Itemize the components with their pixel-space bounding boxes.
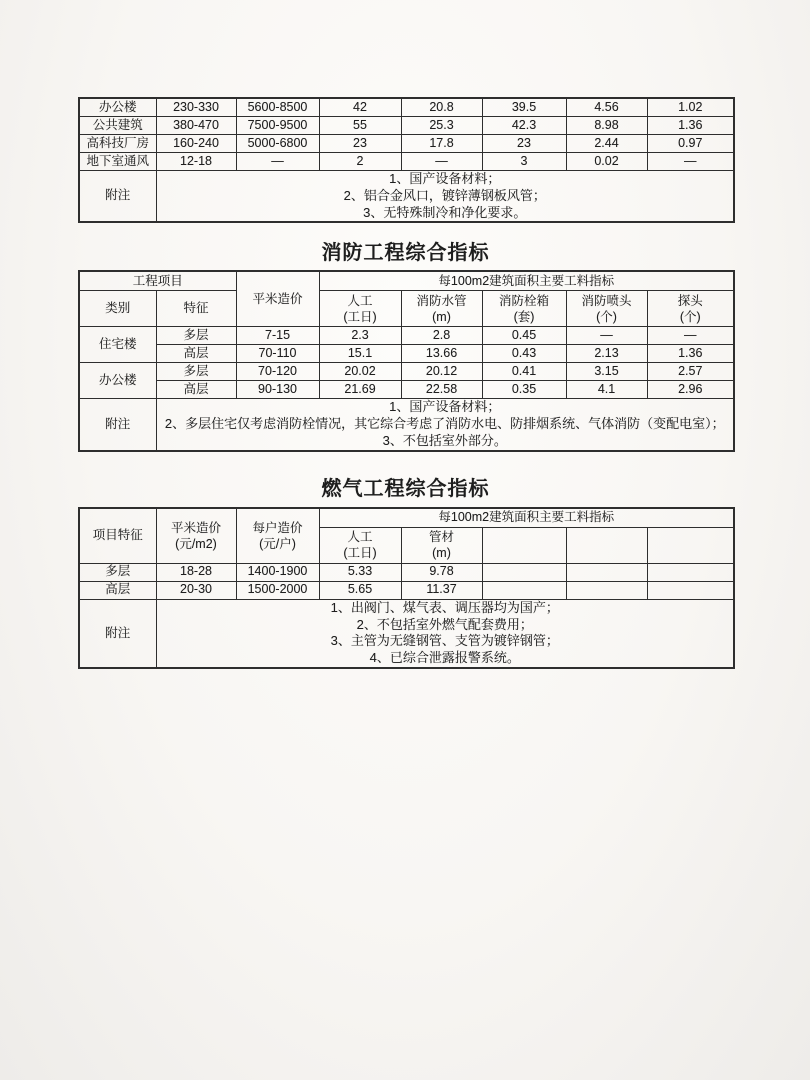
header-span: 每100m2建筑面积主要工料指标 xyxy=(319,508,734,528)
table-cell: 5.65 xyxy=(319,581,401,599)
note-line: 3、主管为无缝钢管、支管为镀锌钢管； xyxy=(330,633,559,649)
table-cell: 23 xyxy=(319,135,401,153)
table-cell: 11.37 xyxy=(401,581,482,599)
table-cell: 4.1 xyxy=(566,381,647,399)
table-cell: 2.8 xyxy=(401,327,482,345)
header-detector xyxy=(647,291,734,327)
table-row xyxy=(79,135,734,153)
table-cell: 15.1 xyxy=(319,345,401,363)
header-empty xyxy=(482,527,566,563)
table-cell: 25.3 xyxy=(401,117,482,135)
table-cell: 4.56 xyxy=(566,98,647,117)
document-page xyxy=(78,0,733,669)
header-unit: (元/m2) xyxy=(175,536,217,551)
table-cell: 18-28 xyxy=(156,563,236,581)
header-pipe xyxy=(401,527,482,563)
table-row xyxy=(79,563,734,581)
header-line: 消防水管 xyxy=(416,293,467,308)
table-cell: — xyxy=(647,327,734,345)
gas-cost-table xyxy=(78,507,735,669)
table-cell: 2.3 xyxy=(319,327,401,345)
header-category: 类别 xyxy=(79,291,156,327)
header-line: 平米造价 xyxy=(170,520,221,535)
feature-cell: 多层 xyxy=(156,327,236,345)
table-row xyxy=(79,381,734,399)
note-line: 2、多层住宅仅考虑消防栓情况，其它综合考虑了消防水电、防排烟系统、气体消防（变配电室）； xyxy=(164,416,725,432)
table-cell: 21.69 xyxy=(319,381,401,399)
table-cell: 5.33 xyxy=(319,563,401,581)
note-line: 3、不包括室外部分。 xyxy=(382,432,507,448)
header-unit: (元/户) xyxy=(259,536,296,551)
row-label: 办公楼 xyxy=(79,98,156,117)
header-sqm-cost xyxy=(156,508,236,564)
header-labor xyxy=(319,527,401,563)
table-row xyxy=(79,345,734,363)
header-row xyxy=(79,508,734,528)
table-cell: 9.78 xyxy=(401,563,482,581)
table-cell: 0.41 xyxy=(482,363,566,381)
category-cell: 办公楼 xyxy=(79,363,156,399)
note-line: 4、已综合泄露报警系统。 xyxy=(369,650,520,666)
notes-content xyxy=(156,171,734,223)
note-line: 1、出阀门、煤气表、调压器均为国产； xyxy=(330,599,559,615)
feature-cell: 高层 xyxy=(156,381,236,399)
fire-table-title: 消防工程综合指标 xyxy=(321,242,490,265)
header-span: 每100m2建筑面积主要工料指标 xyxy=(319,271,734,291)
table-cell: 2.13 xyxy=(566,345,647,363)
table-cell: 5000-6800 xyxy=(236,135,319,153)
notes-row xyxy=(79,399,734,451)
header-line: 消防栓箱 xyxy=(499,293,550,308)
header-line: 消防喷头 xyxy=(581,293,632,308)
header-project: 工程项目 xyxy=(79,271,236,291)
table-cell: 3 xyxy=(482,153,566,171)
table-cell: 230-330 xyxy=(156,98,236,117)
table-cell: 23 xyxy=(482,135,566,153)
notes-row xyxy=(79,171,734,223)
table-cell xyxy=(647,563,734,581)
notes-content xyxy=(156,599,734,668)
table-cell: 70-120 xyxy=(236,363,319,381)
header-unit: (m) xyxy=(432,309,451,324)
header-line: 管材 xyxy=(428,530,454,545)
header-household-cost xyxy=(236,508,319,564)
table-cell: 1.02 xyxy=(647,98,734,117)
hvac-cost-table xyxy=(78,97,735,223)
header-hydrant-box xyxy=(482,291,566,327)
table-row xyxy=(79,327,734,345)
feature-cell: 多层 xyxy=(156,363,236,381)
table-cell: 13.66 xyxy=(401,345,482,363)
table-cell: 20-30 xyxy=(156,581,236,599)
table-cell: 7500-9500 xyxy=(236,117,319,135)
header-sqm-cost: 平米造价 xyxy=(236,271,319,327)
table-cell: 5600-8500 xyxy=(236,98,319,117)
gas-table-title: 燃气工程综合指标 xyxy=(321,477,490,500)
table-cell: 160-240 xyxy=(156,135,236,153)
header-sprinkler xyxy=(566,291,647,327)
row-label: 公共建筑 xyxy=(79,117,156,135)
table-cell: 0.97 xyxy=(647,135,734,153)
table-cell: 3.15 xyxy=(566,363,647,381)
table-cell: 2.44 xyxy=(566,135,647,153)
notes-label: 附注 xyxy=(79,399,156,451)
table-cell: 39.5 xyxy=(482,98,566,117)
table-row xyxy=(79,363,734,381)
table-cell: 0.02 xyxy=(566,153,647,171)
note-line: 1、国产设备材料； xyxy=(389,399,501,415)
table-cell: 17.8 xyxy=(401,135,482,153)
header-labor xyxy=(319,291,401,327)
header-row xyxy=(79,271,734,291)
header-row xyxy=(79,291,734,327)
table-cell: 1.36 xyxy=(647,345,734,363)
table-cell: 1400-1900 xyxy=(236,563,319,581)
table-row xyxy=(79,117,734,135)
note-line: 1、国产设备材料； xyxy=(389,171,501,186)
header-unit: (工日) xyxy=(343,309,377,324)
table-row xyxy=(79,581,734,599)
header-feature: 项目特征 xyxy=(79,508,156,564)
table-cell: 8.98 xyxy=(566,117,647,135)
table-cell: 20.8 xyxy=(401,98,482,117)
table-cell: — xyxy=(401,153,482,171)
table-cell: 0.45 xyxy=(482,327,566,345)
table-cell: 2.57 xyxy=(647,363,734,381)
table-cell: 20.12 xyxy=(401,363,482,381)
table-cell: 22.58 xyxy=(401,381,482,399)
header-line: 人工 xyxy=(347,530,373,545)
note-line: 2、不包括室外燃气配套费用； xyxy=(356,616,533,632)
table-cell xyxy=(647,581,734,599)
table-cell: 70-110 xyxy=(236,345,319,363)
header-unit: (套) xyxy=(513,309,535,324)
table-cell: 1500-2000 xyxy=(236,581,319,599)
category-cell: 住宅楼 xyxy=(79,327,156,363)
table-cell: 42 xyxy=(319,98,401,117)
fire-cost-table xyxy=(78,270,735,451)
header-feature: 特征 xyxy=(156,291,236,327)
header-water-pipe xyxy=(401,291,482,327)
table-cell xyxy=(566,563,647,581)
table-cell: 20.02 xyxy=(319,363,401,381)
notes-row xyxy=(79,599,734,668)
header-unit: (个) xyxy=(596,309,617,324)
header-unit: (m) xyxy=(432,546,451,561)
table-cell: 2 xyxy=(319,153,401,171)
table-cell: 12-18 xyxy=(156,153,236,171)
feature-cell: 高层 xyxy=(156,345,236,363)
table-cell: 0.35 xyxy=(482,381,566,399)
table-row xyxy=(79,153,734,171)
table-cell xyxy=(482,581,566,599)
row-label: 地下室通风 xyxy=(79,153,156,171)
table-cell xyxy=(566,581,647,599)
feature-cell: 多层 xyxy=(79,563,156,581)
table-cell: 2.96 xyxy=(647,381,734,399)
header-unit: (工日) xyxy=(343,546,377,561)
table-cell: — xyxy=(647,153,734,171)
notes-label: 附注 xyxy=(79,171,156,223)
header-empty xyxy=(647,527,734,563)
notes-content xyxy=(156,399,734,451)
table-cell: 7-15 xyxy=(236,327,319,345)
notes-label: 附注 xyxy=(79,599,156,668)
header-unit: (个) xyxy=(679,309,701,324)
note-line: 2、铝合金风口，镀锌薄钢板风管； xyxy=(343,187,546,203)
feature-cell: 高层 xyxy=(79,581,156,599)
table-cell: — xyxy=(236,153,319,171)
table-cell: — xyxy=(566,327,647,345)
table-row xyxy=(79,98,734,117)
table-cell: 0.43 xyxy=(482,345,566,363)
header-empty xyxy=(566,527,647,563)
note-line: 3、无特殊制冷和净化要求。 xyxy=(363,204,527,220)
table-cell: 42.3 xyxy=(482,117,566,135)
table-cell xyxy=(482,563,566,581)
table-cell: 90-130 xyxy=(236,381,319,399)
header-line: 每户造价 xyxy=(252,520,303,535)
row-label: 高科技厂房 xyxy=(79,135,156,153)
header-line: 探头 xyxy=(677,293,703,308)
header-line: 人工 xyxy=(347,293,373,308)
table-cell: 380-470 xyxy=(156,117,236,135)
table-cell: 1.36 xyxy=(647,117,734,135)
table-cell: 55 xyxy=(319,117,401,135)
